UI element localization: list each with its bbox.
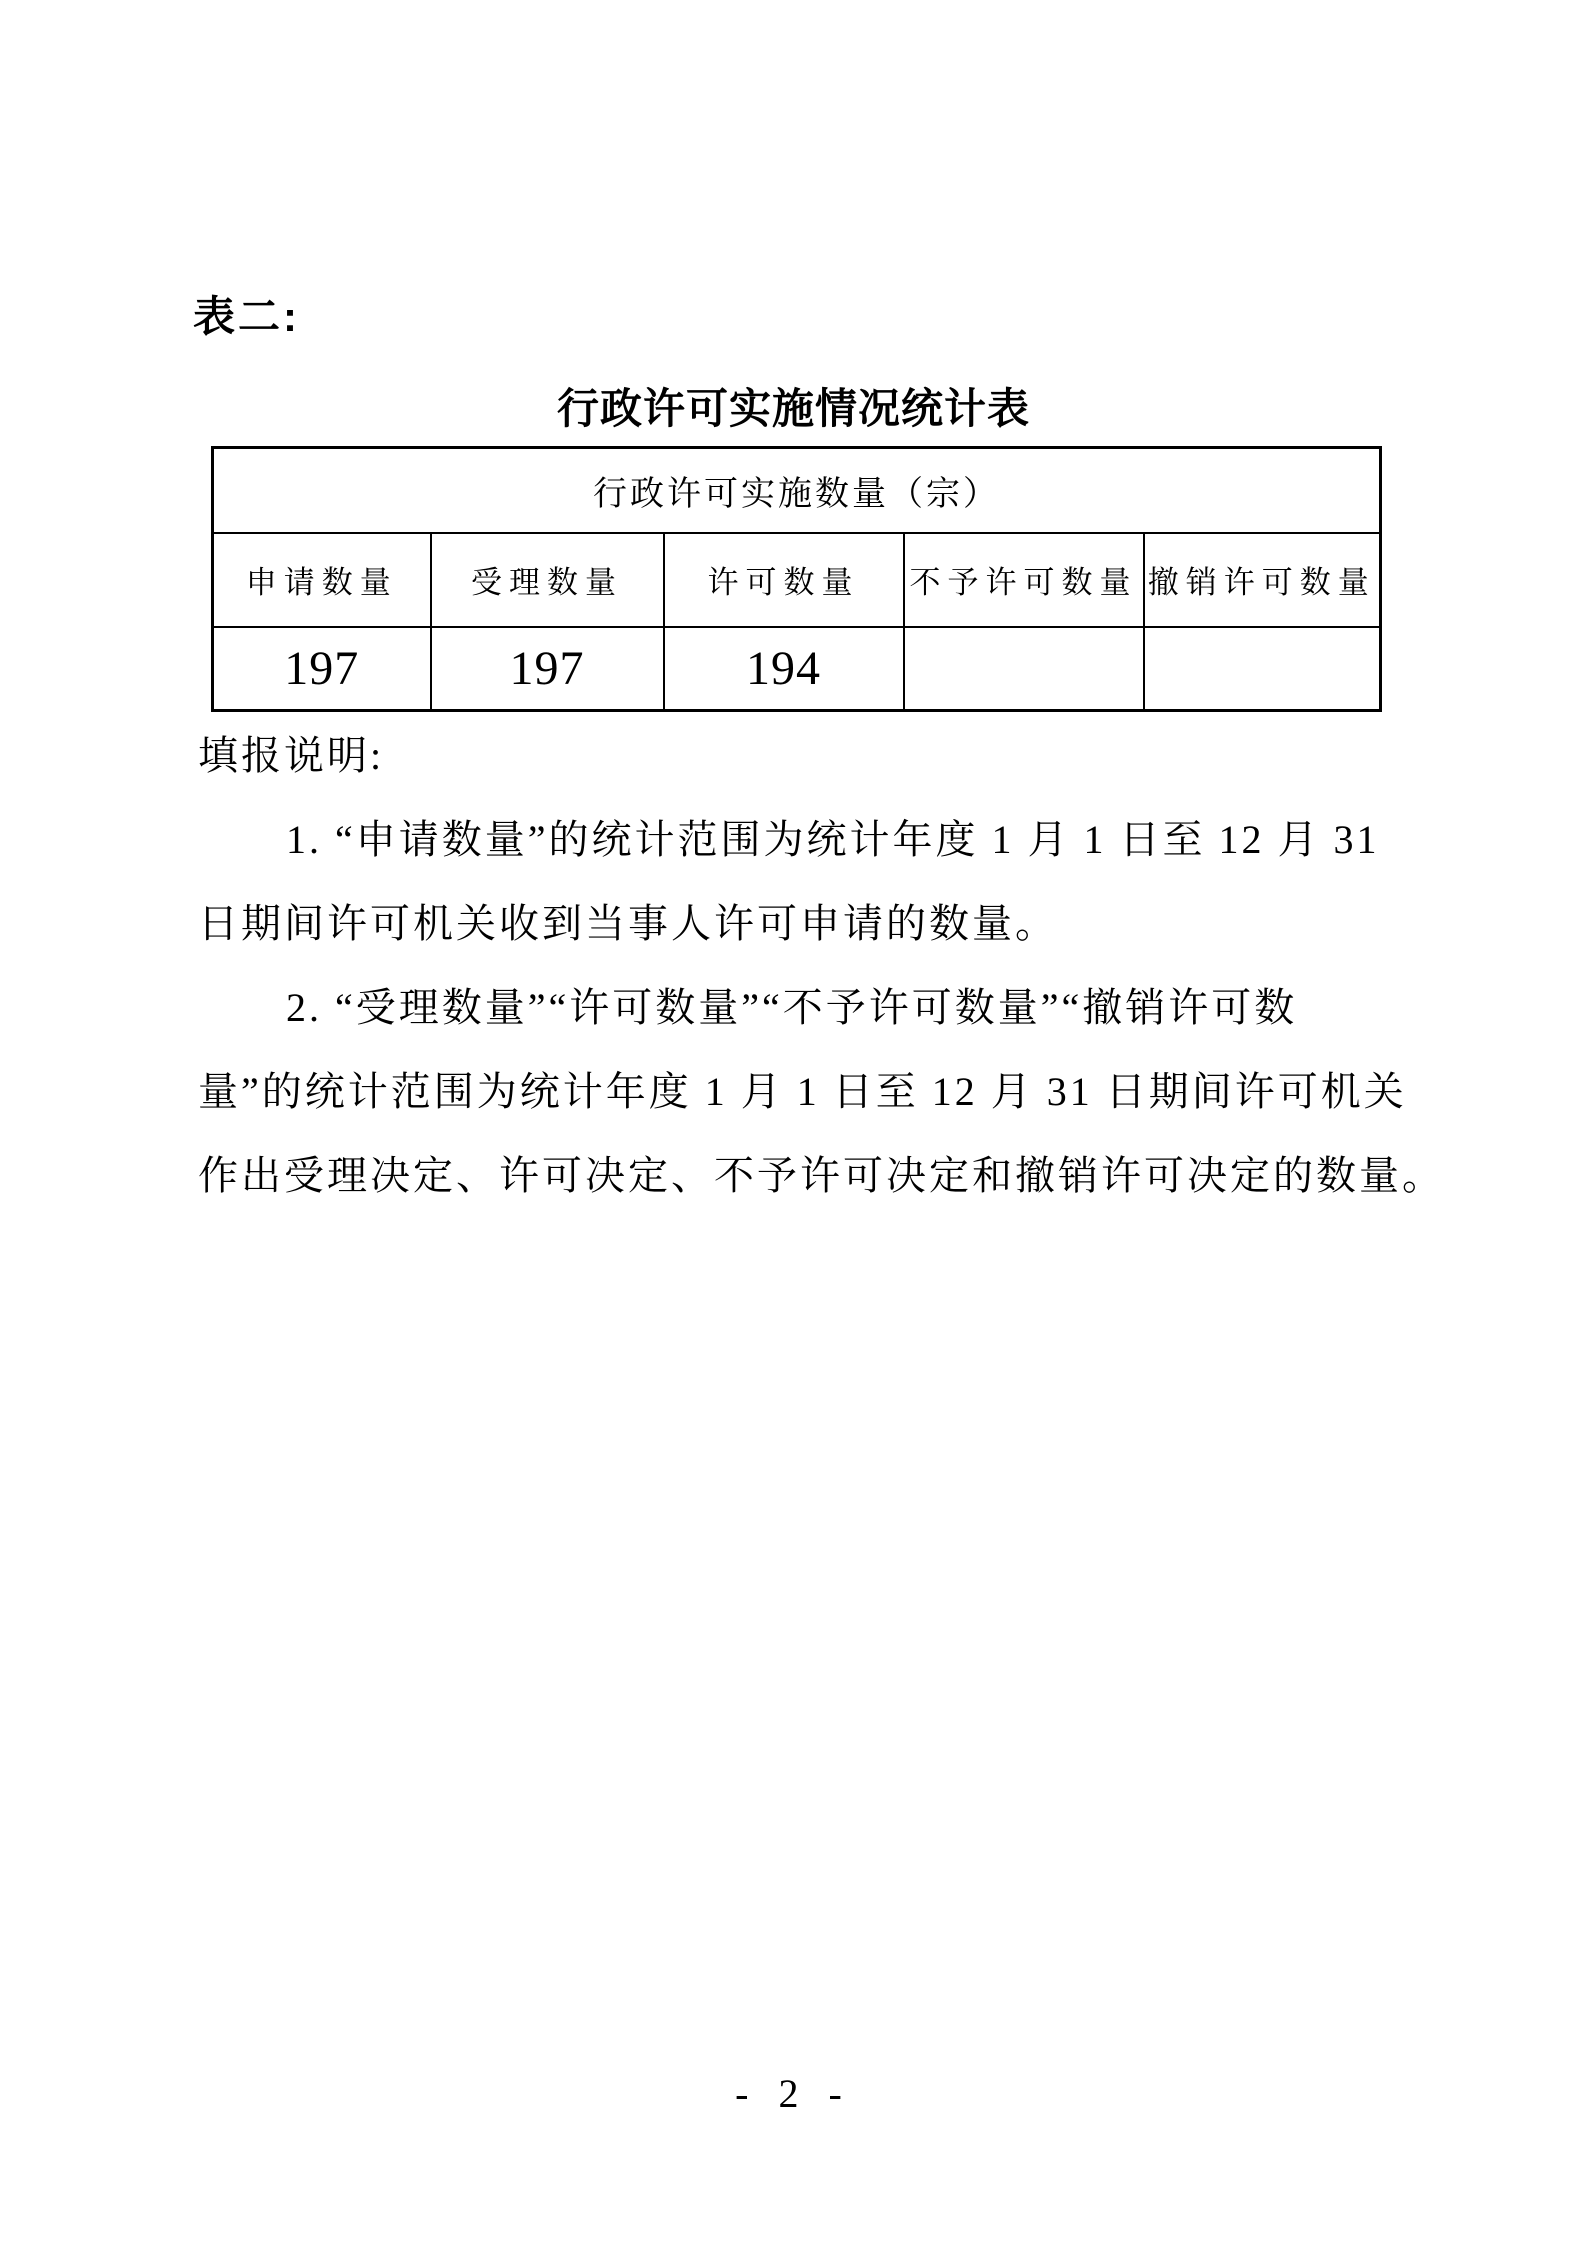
- column-header-granted: 许可数量: [664, 533, 904, 627]
- note-line: 量”的统计范围为统计年度 1 月 1 日至 12 月 31 日期间许可机关: [198, 1069, 1407, 1114]
- column-header-application: 申请数量: [213, 533, 431, 627]
- column-header-row: [213, 533, 1381, 627]
- data-cell-acceptance: 197: [431, 627, 664, 711]
- data-cell-denied: [904, 627, 1144, 711]
- column-header-acceptance: 受理数量: [431, 533, 664, 627]
- page-number: - 2 -: [735, 2071, 852, 2116]
- note-line: 日期间许可机关收到当事人许可申请的数量。: [198, 901, 1058, 946]
- note-line: 2. “受理数量”“许可数量”“不予许可数量”“撤销许可数: [286, 985, 1298, 1030]
- merged-header-cell: 行政许可实施数量（宗）: [213, 448, 1381, 533]
- table-label: 表二:: [193, 293, 300, 340]
- column-header-denied: 不予许可数量: [904, 533, 1144, 627]
- data-cell-granted: 194: [664, 627, 904, 711]
- data-cell-application: 197: [213, 627, 431, 711]
- data-row: [213, 627, 1381, 711]
- data-cell-revoked: [1144, 627, 1381, 711]
- notes-heading: 填报说明:: [198, 733, 385, 778]
- filling-notes: [198, 714, 1478, 1218]
- column-header-revoked: 撤销许可数量: [1144, 533, 1381, 627]
- merged-header-row: [213, 448, 1381, 533]
- table-title: 行政许可实施情况统计表: [556, 385, 1030, 432]
- note-line: 1. “申请数量”的统计范围为统计年度 1 月 1 日至 12 月 31: [286, 817, 1380, 862]
- note-line: 作出受理决定、许可决定、不予许可决定和撤销许可决定的数量。: [198, 1153, 1445, 1198]
- license-stats-table: [211, 446, 1382, 712]
